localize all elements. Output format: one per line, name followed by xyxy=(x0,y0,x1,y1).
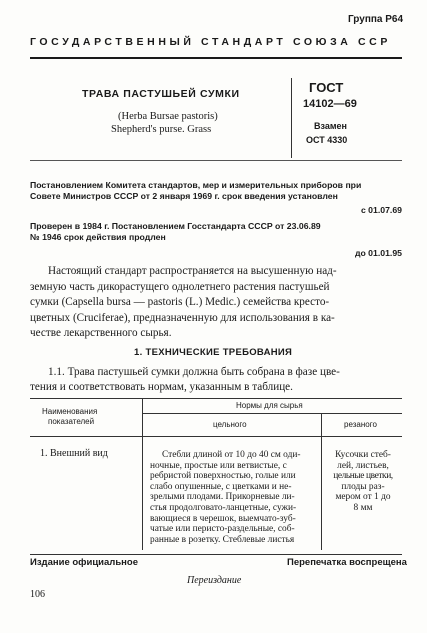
gost-label: ГОСТ xyxy=(309,80,344,95)
header-norms: Нормы для сырья xyxy=(236,401,303,410)
clause-line: 1.1. Трава пастушьей сумки должна быть собрана в фазе цве- xyxy=(48,366,340,378)
title-block-rule xyxy=(30,160,402,161)
clause-line: тения и соответствовать нормам, указанным в таблице. xyxy=(30,381,293,393)
row1-whole-line: зрелыми плодами. Прикорневые ли- xyxy=(150,492,295,503)
intro-line: земную часть дикорастущего однолетнего растения пастушьей xyxy=(30,280,330,293)
row1-whole-line: чатые или перисто-раздельные, соб- xyxy=(150,524,295,535)
title-divider xyxy=(291,78,292,158)
row1-cut-line: лей, листьев, xyxy=(337,460,389,471)
table-col-divider-1 xyxy=(142,398,143,550)
row1-whole xyxy=(150,450,316,545)
row1-whole-line: слабо опушенные, с цветками и не- xyxy=(150,481,292,492)
standard-header: ГОСУДАРСТВЕННЫЙ СТАНДАРТ СОЮЗА ССР xyxy=(30,36,391,48)
intro-paragraph xyxy=(30,264,402,342)
latin-name: (Herba Bursae pastoris) xyxy=(118,111,218,122)
header-rule xyxy=(30,57,402,59)
replaces-value: ОСТ 4330 xyxy=(306,135,348,145)
replaces-label: Взамен xyxy=(314,121,347,131)
official-edition: Издание официальное xyxy=(30,557,138,568)
row1-whole-line: ребристой поверхностью, голые или xyxy=(150,471,296,482)
row1-cut-line: Кусочки стеб- xyxy=(335,450,391,460)
row1-cut-line: плоды раз- xyxy=(341,481,385,492)
english-name: Shepherd's purse. Grass xyxy=(111,124,212,135)
row1-name: 1. Внешний вид xyxy=(40,448,108,459)
row1-cut-line: 8 мм xyxy=(353,502,373,513)
row1-whole-line: ранные в розетку. Стеблевые листья xyxy=(150,534,295,545)
decree-date-to: до 01.01.95 xyxy=(354,248,402,258)
table-norms-rule xyxy=(142,413,402,414)
footer-rule xyxy=(30,554,402,555)
row1-whole-line: стья продолговато-ланцетные, сужи- xyxy=(150,502,297,513)
header-whole: цельного xyxy=(213,420,247,429)
table-header-bottom-rule xyxy=(30,436,402,437)
gost-number: 14102—69 xyxy=(303,98,357,110)
group-label: Группа Р64 xyxy=(348,14,404,25)
decree-date-from: с 01.07.69 xyxy=(360,205,402,215)
table-top-rule xyxy=(30,398,402,399)
reprint-notice: Перепечатка воспрещена xyxy=(287,557,407,568)
intro-line: сумки (Capsella bursa — pastoris (L.) Medic.) семейства кресто- xyxy=(30,296,330,308)
decree-line-2: Совете Министров СССР от 2 января 1969 г. срок введения установлен xyxy=(30,191,338,201)
header-name-line2: показателей xyxy=(48,417,95,426)
reissue-label: Переиздание xyxy=(187,575,242,586)
row1-cut xyxy=(326,450,400,514)
row1-cut-line: цельные цветки, xyxy=(333,471,393,482)
row1-whole-line: Стебли длиной от 10 до 40 см оди- xyxy=(162,450,301,460)
row1-whole-line: ночные, простые или ветвистые, с xyxy=(150,460,287,471)
intro-line: Настоящий стандарт распространяется на высушенную над- xyxy=(48,265,337,277)
decree-line-3: Проверен в 1984 г. Постановлением Госстандарта СССР от 23.06.89 xyxy=(30,221,321,231)
intro-line: цветных (Cruciferae), предназначенную для использования в ка- xyxy=(30,311,335,324)
decree-line-1: Постановлением Комитета стандартов, мер и измерительных приборов при xyxy=(30,180,362,190)
row1-cut-line: мером от 1 до xyxy=(335,492,391,503)
page-number: 106 xyxy=(30,589,45,600)
decree-block xyxy=(30,180,402,259)
document-title: ТРАВА ПАСТУШЬЕЙ СУМКИ xyxy=(82,88,240,100)
clause-1-1 xyxy=(30,365,402,395)
header-cut: резаного xyxy=(344,420,377,429)
intro-line: честве лекарственного сырья. xyxy=(30,327,172,339)
header-name-line1: Наименования xyxy=(42,407,98,416)
requirements-table xyxy=(30,398,402,550)
row1-whole-line: вающиеся в черешок, выемчато-зуб- xyxy=(150,513,296,524)
table-col-divider-2 xyxy=(321,413,322,550)
decree-line-4: № 1946 срок действия продлен xyxy=(30,232,166,242)
section-title: 1. ТЕХНИЧЕСКИЕ ТРЕБОВАНИЯ xyxy=(134,347,293,358)
